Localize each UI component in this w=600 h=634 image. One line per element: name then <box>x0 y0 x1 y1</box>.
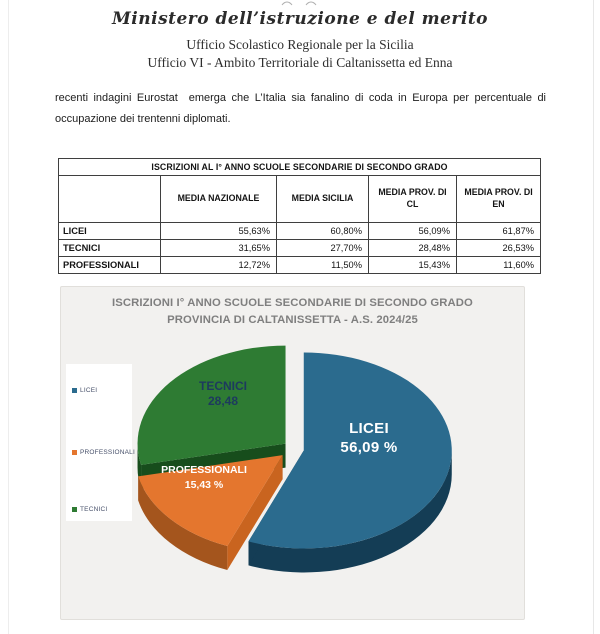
table-row-tecnici <box>59 240 541 257</box>
cell-value: 28,48% <box>369 240 457 257</box>
cell-value: 15,43% <box>369 257 457 274</box>
row-label-licei: LICEI <box>59 223 161 240</box>
table-title-row <box>59 159 541 176</box>
ministry-emblem-fragment-icon <box>279 0 321 6</box>
territorial-office-line: Ufficio VI - Ambito Territoriale di Caltanissetta ed Enna <box>147 55 453 70</box>
slice-name: LICEI <box>349 420 389 437</box>
ministry-title: Ministero dell’istruzione e del merito <box>111 9 489 29</box>
legend-swatch-licei <box>72 388 77 393</box>
col-header-media-sicilia: MEDIA SICILIA <box>277 176 369 223</box>
slice-name: PROFESSIONALI <box>161 464 247 476</box>
cell-value: 11,60% <box>457 257 541 274</box>
row-label-professionali: PROFESSIONALI <box>59 257 161 274</box>
cell-value: 31,65% <box>161 240 277 257</box>
cell-value: 12,72% <box>161 257 277 274</box>
chart-title-line1: ISCRIZIONI I° ANNO SCUOLE SECONDARIE DI SECONDO GRADO <box>112 297 473 309</box>
cell-value: 55,63% <box>161 223 277 240</box>
legend-item-licei <box>72 387 97 394</box>
legend-label-tecnici: TECNICI <box>80 506 108 513</box>
legend-label-professionali: PROFESSIONALI <box>80 449 135 456</box>
cell-value: 60,80% <box>277 223 369 240</box>
regional-office-line: Ufficio Scolastico Regionale per la Sicilia <box>186 37 414 52</box>
cell-value: 61,87% <box>457 223 541 240</box>
cell-value: 56,09% <box>369 223 457 240</box>
chart-title <box>61 295 524 329</box>
table-title: ISCRIZIONI AL I° ANNO SCUOLE SECONDARIE DI SECONDO GRADO <box>59 159 541 176</box>
cell-value: 11,50% <box>277 257 369 274</box>
slice-name: TECNICI <box>199 379 247 393</box>
table-row-professionali <box>59 257 541 274</box>
slice-value: 15,43 % <box>184 479 224 491</box>
chart-legend <box>66 364 135 521</box>
slice-label-tecnici <box>163 379 283 409</box>
col-header-media-nazionale: MEDIA NAZIONALE <box>161 176 277 223</box>
legend-item-tecnici <box>72 506 107 513</box>
body-paragraph: recenti indagini Eurostat emerga che L’Italia sia fanalino di coda in Europa per percentuale di occupazione dei trentenni diplomati. <box>55 92 546 125</box>
chart-title-line2: PROVINCIA DI CALTANISSETTA - A.S. 2024/25 <box>167 314 418 326</box>
legend-swatch-professionali <box>72 450 77 455</box>
col-header-media-prov-cl: MEDIA PROV. DI CL <box>369 176 457 223</box>
col-header-media-prov-en: MEDIA PROV. DI EN <box>457 176 541 223</box>
slice-label-licei <box>299 419 439 457</box>
col-header-empty <box>59 176 161 223</box>
cell-value: 27,70% <box>277 240 369 257</box>
cell-value: 26,53% <box>457 240 541 257</box>
legend-label-licei: LICEI <box>80 387 98 394</box>
legend-swatch-tecnici <box>72 507 77 512</box>
page-left-edge <box>8 0 9 634</box>
row-label-tecnici: TECNICI <box>59 240 161 257</box>
legend-item-professionali <box>72 449 135 456</box>
table-row-licei <box>59 223 541 240</box>
pie-chart-panel <box>60 286 525 620</box>
table-header-row <box>59 176 541 223</box>
page-right-edge <box>593 0 594 634</box>
slice-value: 56,09 % <box>340 439 398 456</box>
slice-value: 28,48 <box>207 394 239 408</box>
enrollment-table <box>58 158 541 274</box>
slice-label-professionali <box>134 463 274 493</box>
